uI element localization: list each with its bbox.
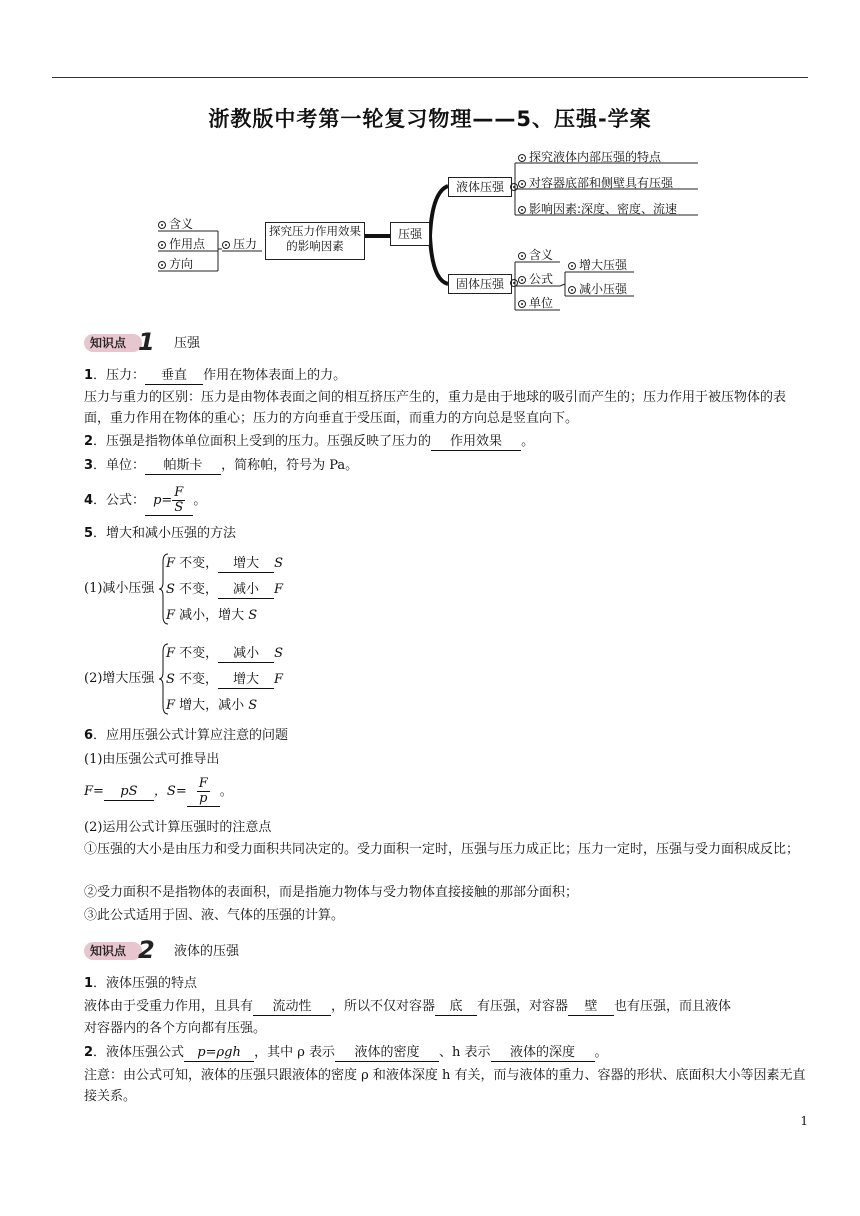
blank: 增大 [218,556,274,573]
bullet-icon [568,262,576,270]
blank: 液体的密度 [335,1045,439,1062]
kp-badge: 知识点 [84,334,142,352]
solid-leaf-1: 含义 [518,246,553,263]
liquid-leaf-3: 影响因素:深度、密度、流速 [518,200,677,217]
kp-title: 压强 [174,336,201,351]
bullet-icon [518,154,526,162]
liquid-item-1: 1．液体压强的特点 [84,976,198,991]
bullet-icon [158,261,166,269]
bullet-icon [518,276,526,284]
blank: 壁 [568,999,614,1016]
box-left: 探究压力作用效果的影响因素 [265,222,365,260]
kp-title: 液体的压强 [174,944,240,959]
increase-label: (2)增大压强 [84,671,155,686]
liquid-item-2: 2．液体压强公式 p=ρgh ，其中 ρ 表示 液体的密度 、h 表示 液体的深度 。 [84,1045,608,1060]
note-3: ③此公式适用于固、液、气体的压强的计算。 [84,908,345,923]
item-4: 4．公式： p= $\frac{F}{S}$ 。 [84,485,207,515]
increase-row-3: F 增大，减小 S [166,698,258,713]
kp-badge: 知识点 [84,942,142,960]
item-6: 6．应用压强公式计算应注意的问题 [84,728,289,743]
increase-row-1: F 不变， 减小 S [166,646,284,661]
kp-number: 2 [138,936,155,964]
increase-row-2: S 不变， 增大 F [166,672,284,687]
blank: 流动性 [253,999,331,1016]
blank: 增大 [218,672,274,689]
formula-leaf-2: 减小压强 [568,280,627,297]
blank: p=ρgh [184,1045,254,1062]
bullet-icon [518,206,526,214]
item-1-paragraph: 压力与重力的区别：压力是由物体表面之间的相互挤压产生的，重力是由于地球的吸引而产生的；压力作用于被压物体的表面，重力作用在物体的重心；压力的方向垂直于受压面，而重力的方向总是竖直向下。 [84,390,787,426]
bullet-icon [518,300,526,308]
blank: 减小 [218,582,274,599]
derived-formulas: F= pS ，S= $\frac{F}{p}$ 。 [84,776,233,806]
item-1: 1．压力： 垂直 作用在物体表面上的力。 [84,368,347,383]
item-3: 3．单位： 帕斯卡 ，简称帕，符号为 Pa。 [84,458,359,473]
liquid-leaf-2: 对容器底部和侧壁具有压强 [518,174,673,191]
liquid-item-1-line1: 液体由于受重力作用，且具有 流动性 ，所以不仅对容器 底 有压强，对容器 壁 也有压强，而且液体 [84,999,732,1014]
page-title: 浙教版中考第一轮复习物理——5、压强-学案 [208,107,652,131]
blank: 底 [435,999,477,1016]
decrease-row-2: S 不变， 减小 F [166,582,284,597]
liquid-item-1-line2: 对容器内的各个方向都有压强。 [84,1021,267,1036]
left-label: 压力 [222,235,257,252]
mind-map-lines [0,0,860,330]
decrease-label: (1)减小压强 [84,581,155,596]
item-6-sub2: (2)运用公式计算压强时的注意点 [84,820,272,835]
formula-leaf-1: 增大压强 [568,256,627,273]
solid-leaf-2: 公式 [518,270,553,287]
item-6-sub1: (1)由压强公式可推导出 [84,752,220,767]
page-number: 1 [800,1114,808,1128]
blank: 帕斯卡 [145,458,221,475]
box-liquid: 液体压强 [448,177,512,197]
bullet-icon [518,180,526,188]
left-leaf-2: 作用点 [158,235,205,252]
blank: 作用效果 [431,434,521,451]
liquid-note: 注意：由公式可知，液体的压强只跟液体的密度 ρ 和液体深度 h 有关，而与液体的重力、容器的形状、底面积大小等因素无直接关系。 [84,1068,806,1104]
bullet-icon [510,183,518,191]
left-leaf-3: 方向 [158,255,193,272]
note-1: ①压强的大小是由压力和受力面积共同决定的。受力面积一定时，压强与压力成正比；压力一定时，压强与受力面积成反比； [84,842,800,857]
solid-leaf-3: 单位 [518,294,553,311]
box-solid: 固体压强 [448,274,512,294]
bullet-icon [518,252,526,260]
box-root: 压强 [390,222,430,246]
bullet-icon [158,241,166,249]
decrease-row-1: F 不变， 增大 S [166,556,284,571]
blank: pS [104,784,154,801]
decrease-row-3: F 减小，增大 S [166,608,258,623]
liquid-leaf-1: 探究液体内部压强的特点 [518,148,661,165]
item-2: 2．压强是指物体单位面积上受到的压力。压强反映了压力的 作用效果 。 [84,434,535,449]
note-2: ②受力面积不是指物体的表面积，而是指施力物体与受力物体直接接触的那部分面积； [84,885,579,900]
blank: 垂直 [145,368,203,385]
left-leaf-1: 含义 [158,215,193,232]
blank: 液体的深度 [491,1045,595,1062]
blank: 减小 [218,646,274,663]
bullet-icon [510,279,518,287]
item-5: 5．增大和减小压强的方法 [84,526,237,541]
kp-number: 1 [138,328,155,356]
formula-blank: p= $\frac{F}{S}$ [145,486,193,516]
bullet-icon [158,221,166,229]
bullet-icon [568,286,576,294]
bullet-icon [222,241,230,249]
formula-blank: $\frac{F}{p}$ [187,777,220,807]
